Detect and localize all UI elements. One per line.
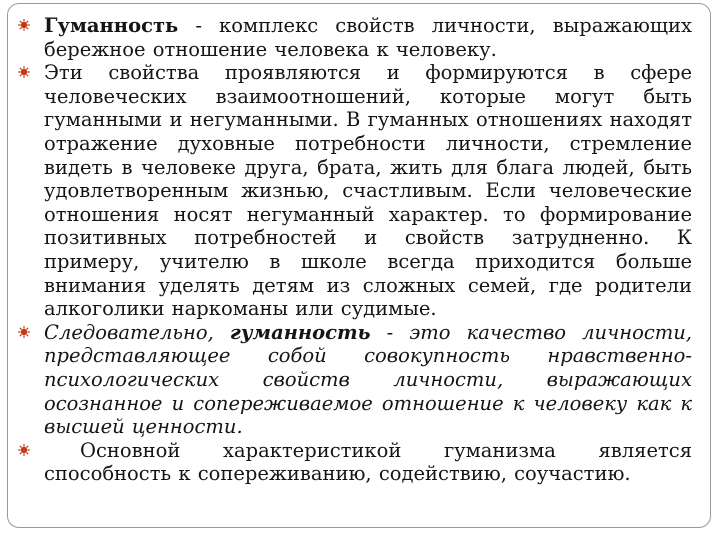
- definition-text: - комплекс свойств личности, выражающих бережное отношение человека к человеку.: [44, 14, 692, 61]
- conclusion-lead: Следовательно,: [44, 320, 230, 344]
- relationships-text: Эти свойства проявляются и формируются в сфере человеческих взаимоотношений, которые могут быть гуманными и негуманными. В гуманных отношениях находят отражение духовные потребности личности, стремление видеть в человеке друга, брата, жить для блага людей, быть удовлетворенным жизнью, счастливым. Если человеческие отношения носят негуманный характер. то формирование позитивных потребностей и свойств затрудненно. К примеру, учителю в школе всегда приходится больше внимания уделять детям из сложных семей, где родители алкоголики наркоманы или судимые.: [44, 61, 692, 321]
- sun-bullet-icon: [18, 444, 30, 456]
- term-humaneness-italic: гуманность: [229, 320, 371, 344]
- sun-bullet-icon: [18, 19, 30, 31]
- humanism-text: Основной характеристикой гуманизма является способность к сопереживанию, содействию, соучастию.: [44, 438, 692, 486]
- sun-bullet-icon: [18, 66, 30, 78]
- slide-text: [44, 14, 692, 486]
- bullet-item-1: [44, 14, 692, 61]
- bullet-item-2: [44, 61, 692, 321]
- conclusion-text: - это качество личности, представляющее собой совокупность нравственно-психологических свойств личности, выражающих осознанное и сопереживаемое отношение к человеку как к высшей ценности.: [44, 320, 692, 439]
- bullet-item-4: [44, 439, 692, 486]
- term-humaneness: Гуманность: [44, 14, 179, 37]
- bullet-item-3: [44, 321, 692, 439]
- sun-bullet-icon: [18, 326, 30, 338]
- slide-frame: [7, 3, 711, 528]
